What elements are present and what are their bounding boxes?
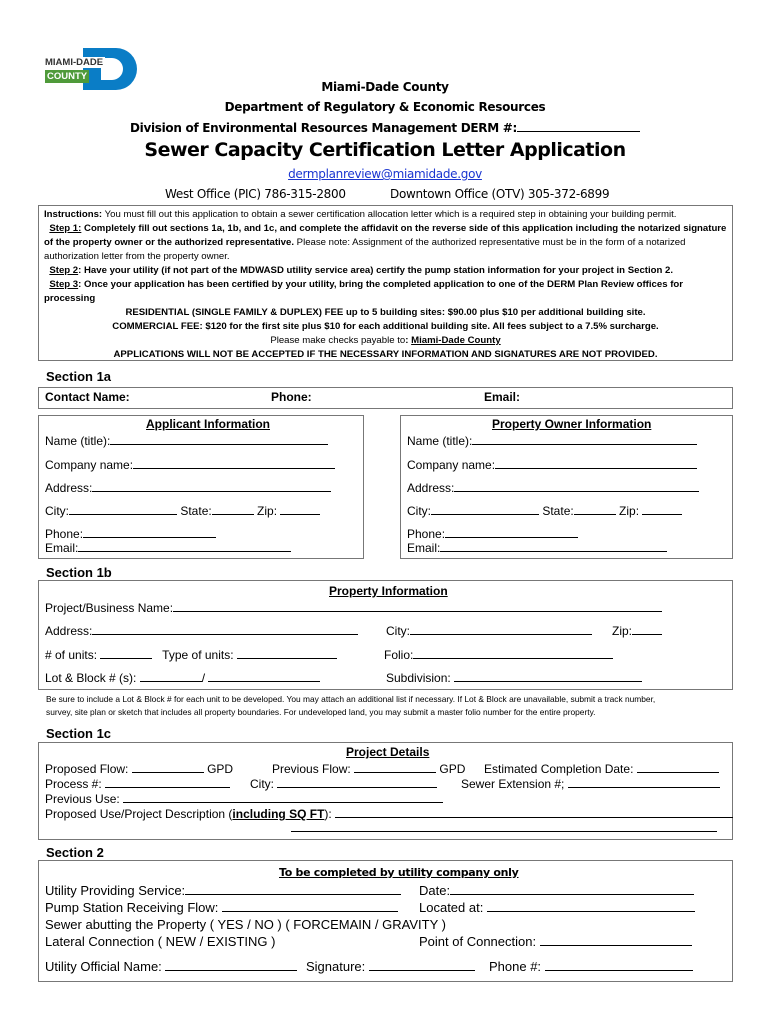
previous-flow-field[interactable]: Previous Flow: GPD [272,762,466,776]
instructions-box [38,205,733,361]
official-phone-field[interactable]: Phone #: [489,959,693,974]
property-address-field[interactable]: Address: [45,623,358,638]
lot-block-note-1: Be sure to include a Lot & Block # for each unit to be developed. You may attach an additional list if necessary. If Lot & Block are unavailable, submit a track number, [46,694,656,704]
lot-block-field[interactable]: Lot & Block # (s): / [45,670,320,685]
checks-payable: Please make checks payable to: Miami-Dade County [270,335,501,346]
completion-date-field[interactable]: Estimated Completion Date: [484,761,719,776]
lot-block-note-2: survey, site plan or sketch that includes all property boundaries. For undeveloped land, you may submit a master folio number for the entire property. [46,707,596,717]
owner-city-state-zip[interactable]: City: State: Zip: [407,503,682,518]
applicant-info-title: Applicant Information [146,417,270,431]
project-city-field[interactable]: City: [250,776,437,791]
section-1b-title: Section 1b [46,565,112,580]
lateral-connection-options[interactable]: Lateral Connection ( NEW / EXISTING ) [45,934,276,949]
utility-date-field[interactable]: Date: [419,883,694,898]
process-number-field[interactable]: Process #: [45,776,230,791]
west-office: West Office (PIC) 786-315-2800 [165,187,346,201]
owner-company-field[interactable]: Company name: [407,457,697,472]
warning: APPLICATIONS WILL NOT BE ACCEPTED IF THE NECESSARY INFORMATION AND SIGNATURES ARE NOT PROVIDED. [113,349,658,360]
commercial-fee: COMMERCIAL FEE: $120 for the first site plus $10 for each additional building site. All fees subject to a 7.5% surcharge. [112,321,659,332]
downtown-office: Downtown Office (OTV) 305-372-6899 [390,187,610,201]
logo-text: MIAMI-DADE [45,57,104,68]
previous-use-field[interactable]: Previous Use: [45,791,443,806]
units-field[interactable]: # of units: Type of units: [45,647,337,662]
division-name: Division of Environmental Resources Management DERM #: [129,121,518,135]
step-1: Step 1: Completely fill out sections 1a, 1b, and 1c, and complete the affidavit on the reverse side of this application including the notarized signature of the property owner or the authorized representative. Please note: Assignment of the authorized representative must be in the form of a notarized authorization letter from the property owner. [44,223,727,262]
sewer-extension-field[interactable]: Sewer Extension #; [461,776,720,791]
section-2-title: Section 2 [46,845,104,860]
official-name-field[interactable]: Utility Official Name: [45,959,297,974]
folio-field[interactable]: Folio: [384,647,613,662]
property-info-title: Property Information [329,584,448,598]
owner-address-field[interactable]: Address: [407,480,699,495]
point-of-connection-field[interactable]: Point of Connection: [419,934,692,949]
applicant-info-box [38,415,364,559]
applicant-phone-field[interactable]: Phone: [45,526,216,541]
utility-service-field[interactable]: Utility Providing Service: [45,883,401,898]
contact-row [38,387,733,409]
step-3: Step 3: Once your application has been certified by your utility, bring the completed application to one of the DERM Plan Review offices for processing [44,279,683,304]
owner-phone-field[interactable]: Phone: [407,526,578,541]
org-name: Miami-Dade County [321,80,449,94]
utility-box-title: To be completed by utility company only [279,866,519,879]
owner-info-box [400,415,733,559]
applicant-name-field[interactable]: Name (title): [45,433,328,448]
instructions-intro: Instructions: You must fill out this application to obtain a sewer certification allocation letter which is a required step in obtaining your building permit. [44,209,677,220]
proposed-flow-field[interactable]: Proposed Flow: GPD [45,762,234,776]
applicant-address-field[interactable]: Address: [45,480,331,495]
utility-box [38,860,733,982]
page-title: Sewer Capacity Certification Letter Application [144,139,626,161]
contact-email-label[interactable]: Email: [484,390,521,404]
project-description-line-2[interactable] [291,820,717,832]
property-info-box [38,580,733,690]
sewer-abutting-options[interactable]: Sewer abutting the Property ( YES / NO ) ( FORCEMAIN / GRAVITY ) [45,917,446,932]
property-zip-field[interactable]: Zip: [612,623,662,638]
project-name-field[interactable]: Project/Business Name: [45,600,662,615]
applicant-email-field[interactable]: Email: [45,540,291,555]
subdivision-field[interactable]: Subdivision: [386,670,642,685]
pump-station-field[interactable]: Pump Station Receiving Flow: [45,900,398,915]
owner-email-field[interactable]: Email: [407,540,667,555]
project-description-field[interactable]: Proposed Use/Project Description (including SQ FT): [45,806,733,821]
located-at-field[interactable]: Located at: [419,900,695,915]
signature-field[interactable]: Signature: [306,959,475,974]
dept-name: Department of Regulatory & Economic Resources [224,100,546,114]
project-details-box [38,742,733,840]
applicant-city-state-zip[interactable]: City: State: Zip: [45,503,320,518]
derm-number-field[interactable] [517,120,640,132]
contact-phone-label[interactable]: Phone: [271,390,312,404]
project-details-title: Project Details [346,745,430,759]
applicant-company-field[interactable]: Company name: [45,457,335,472]
section-1c-title: Section 1c [46,726,112,741]
section-1a-title: Section 1a [46,369,112,384]
contact-name-label[interactable]: Contact Name: [45,390,130,404]
property-city-field[interactable]: City: [386,623,592,638]
step-2: Step 2: Have your utility (if not part of the MDWASD utility service area) certify the pump station information for your project in Section 2. [49,265,674,276]
residential-fee: RESIDENTIAL (SINGLE FAMILY & DUPLEX) FEE up to 5 building sites: $90.00 plus $10 per additional building site. [125,307,646,318]
owner-name-field[interactable]: Name (title): [407,433,697,448]
logo-county: COUNTY [47,71,88,82]
owner-info-title: Property Owner Information [492,417,652,431]
email-link[interactable]: dermplanreview@miamidade.gov [288,167,482,181]
division-line [0,120,770,135]
